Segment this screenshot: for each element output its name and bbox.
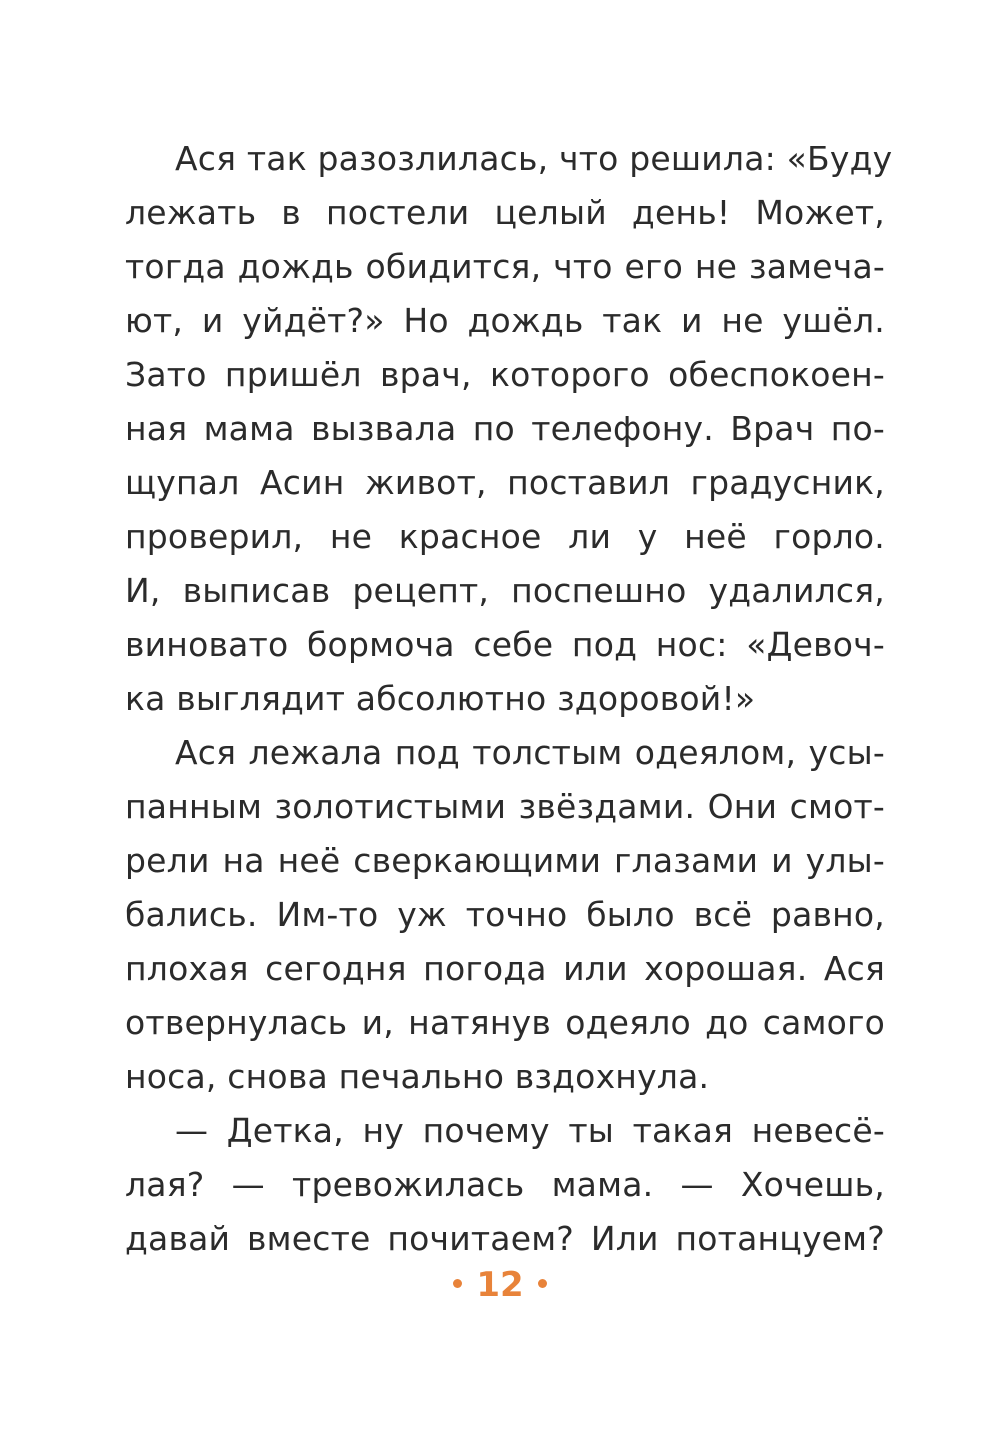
text-line: — Детка, ну почему ты такая невесё- [175, 1111, 885, 1150]
text-line: давай вместе почитаем? Или потанцуем? [125, 1219, 885, 1258]
text-line: ная мама вызвала по телефону. Врач по- [125, 409, 885, 448]
paragraph-2 [125, 726, 885, 1104]
text-line: панным золотистыми звёздами. Они смот- [125, 787, 885, 826]
text-line: И, выписав рецепт, поспешно удалился, [125, 571, 885, 610]
bullet-dot-icon [538, 1279, 547, 1288]
paragraph-1 [125, 132, 893, 726]
text-line: лая? — тревожилась мама. — Хочешь, [125, 1165, 885, 1204]
text-line: тогда дождь обидится, что его не замеча- [125, 247, 885, 286]
page-number-value: 12 [476, 1265, 524, 1305]
text-line: Зато пришёл врач, которого обеспокоен- [125, 355, 885, 394]
text-line: ка выглядит абсолютно здоровой!» [125, 679, 756, 718]
text-line: ют, и уйдёт?» Но дождь так и не ушёл. [125, 301, 885, 340]
text-line: лежать в постели целый день! Может, [125, 193, 885, 232]
text-line: бались. Им-то уж точно было всё равно, [125, 895, 885, 934]
text-line: щупал Асин живот, поставил градусник, [125, 463, 885, 502]
text-line: Ася лежала под толстым одеялом, усы- [175, 733, 885, 772]
paragraph-3 [125, 1104, 885, 1266]
bullet-dot-icon [453, 1279, 462, 1288]
text-line: носа, снова печально вздохнула. [125, 1057, 710, 1096]
text-line: проверил, не красное ли у неё горло. [125, 517, 885, 556]
page-text [125, 132, 893, 1266]
text-line: плохая сегодня погода или хорошая. Ася [125, 949, 885, 988]
text-line: Ася так разозлилась, что решила: «Буду [175, 139, 893, 178]
text-line: рели на неё сверкающими глазами и улы- [125, 841, 885, 880]
text-line: виновато бормоча себе под нос: «Девоч- [125, 625, 885, 664]
text-line: отвернулась и, натянув одеяло до самого [125, 1003, 885, 1042]
page-number [0, 1265, 1000, 1305]
